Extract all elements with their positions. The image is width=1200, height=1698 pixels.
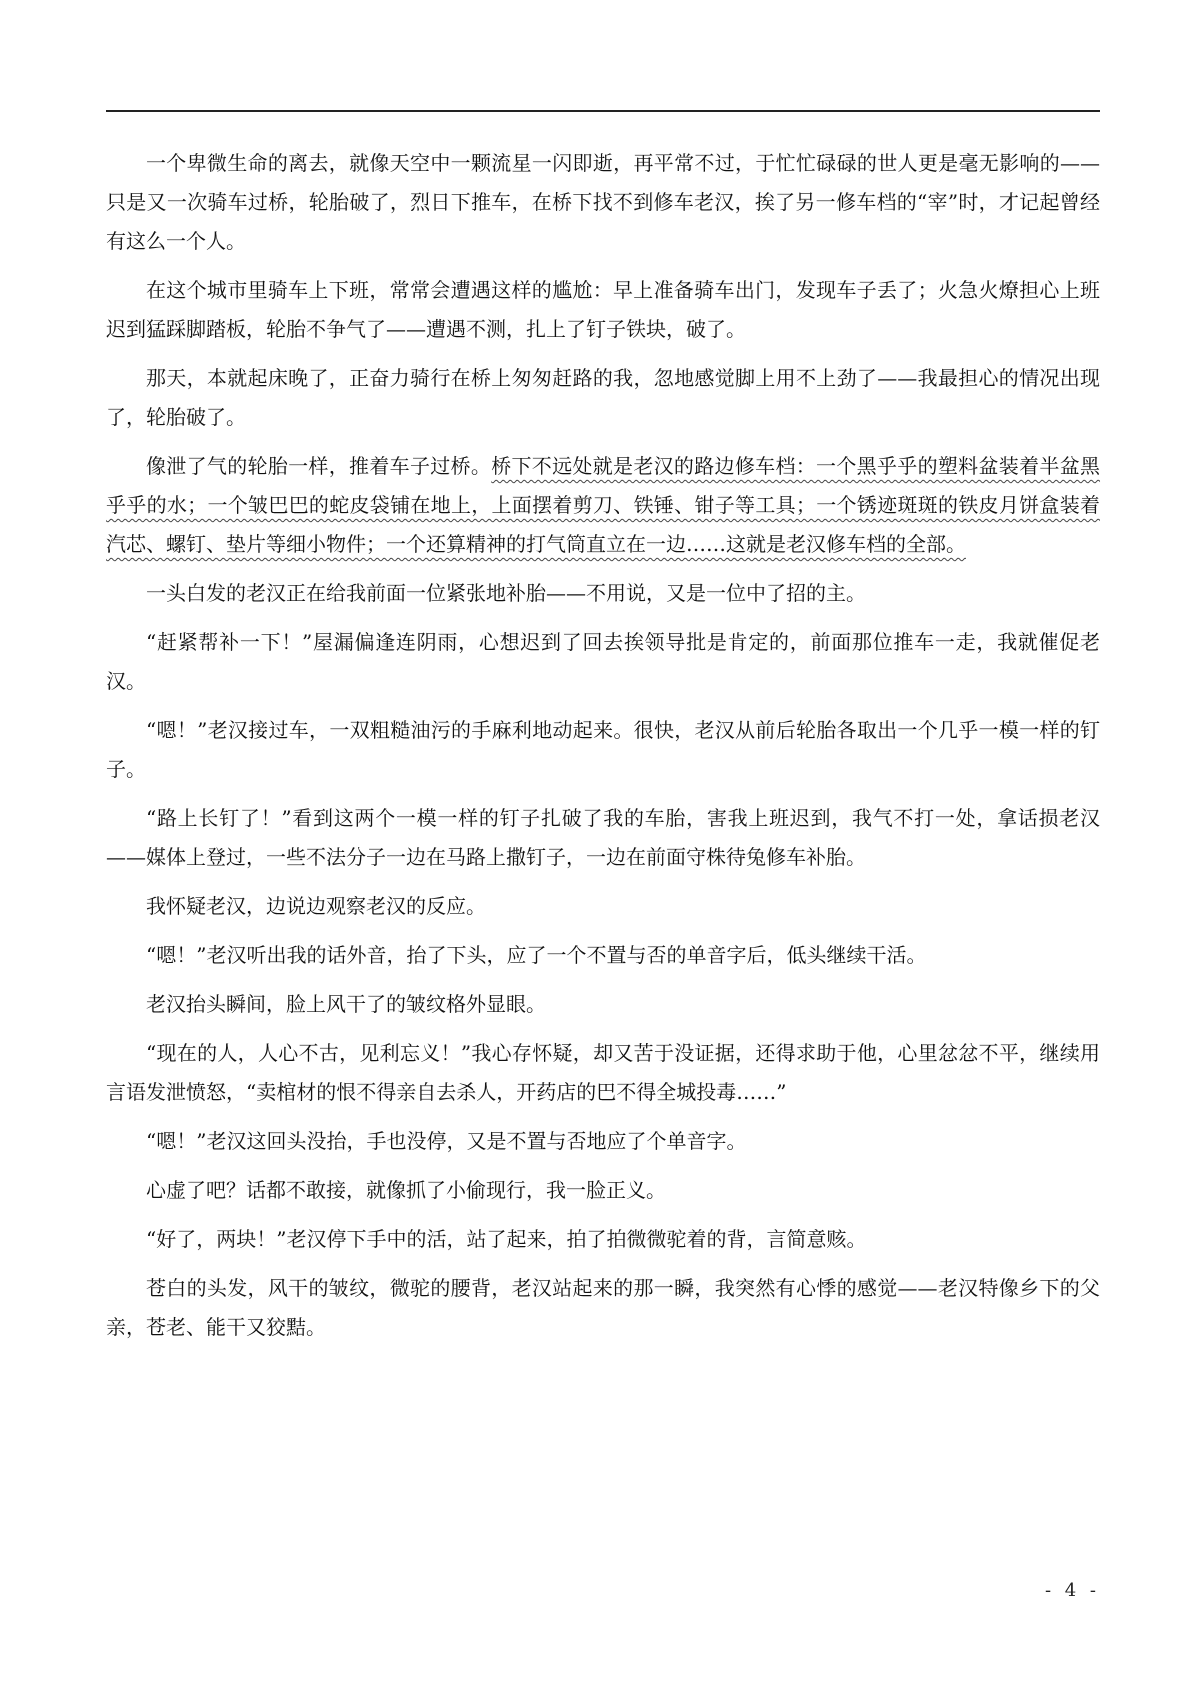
paragraph-15: “好了，两块！”老汉停下手中的活，站了起来，拍了拍微微驼着的背，言简意赅。 bbox=[146, 1227, 867, 1251]
paragraph-7: “嗯！”老汉接过车，一双粗糙油污的手麻利地动起来。很快，老汉从前后轮胎各取出一个几乎一模一样的钉子。 bbox=[106, 718, 1100, 781]
paragraph-11: 老汉抬头瞬间，脸上风干了的皱纹格外显眼。 bbox=[146, 992, 546, 1016]
paragraph-4: 像泄了气的轮胎一样，推着车子过桥。桥下不远处就是老汉的路边修车档：一个黑乎乎的塑料盆装着半盆黑乎乎的水；一个皱巴巴的蛇皮袋铺在地上，上面摆着剪刀、铁锤、钳子等工具；一个锈迹斑斑的铁皮月饼盒装着汽芯、螺钉、垫片等细小物件；一个还算精神的打气筒直立在一边……这就是老汉修车档的全部。 bbox=[106, 454, 1101, 556]
paragraph-13: “嗯！”老汉这回头没抬，手也没停，又是不置与否地应了个单音字。 bbox=[146, 1129, 747, 1153]
paragraph-6: “赶紧帮补一下！”屋漏偏逢连阴雨，心想迟到了回去挨领导批是肯定的，前面那位推车一走，我就催促老汉。 bbox=[106, 630, 1100, 693]
paragraph-14: 心虚了吧？话都不敢接，就像抓了小偷现行，我一脸正义。 bbox=[146, 1178, 666, 1202]
article-body bbox=[106, 144, 1100, 1357]
wavy-underlined-passage: 桥下不远处就是老汉的路边修车档：一个黑乎乎的塑料盆装着半盆黑乎乎的水；一个皱巴巴的蛇皮袋铺在地上，上面摆着剪刀、铁锤、钳子等工具；一个锈迹斑斑的铁皮月饼盒装着汽芯、螺钉、垫片等细小物件；一个还算精神的打气筒直立在一边……这就是老汉修车档的全部。 bbox=[106, 454, 1101, 556]
paragraph-3: 那天，本就起床晚了，正奋力骑行在桥上匆匆赶路的我，忽地感觉脚上用不上劲了——我最担心的情况出现了，轮胎破了。 bbox=[106, 366, 1100, 429]
paragraph-9: 我怀疑老汉，边说边观察老汉的反应。 bbox=[146, 894, 486, 918]
paragraph-16: 苍白的头发，风干的皱纹，微驼的腰背，老汉站起来的那一瞬，我突然有心悸的感觉——老汉特像乡下的父亲，苍老、能干又狡黠。 bbox=[106, 1276, 1100, 1339]
paragraph-1: 一个卑微生命的离去，就像天空中一颗流星一闪即逝，再平常不过，于忙忙碌碌的世人更是毫无影响的——只是又一次骑车过桥，轮胎破了，烈日下推车，在桥下找不到修车老汉，挨了另一修车档的“宰”时，才记起曾经有这么一个人。 bbox=[106, 151, 1100, 253]
paragraph-12: “现在的人，人心不古，见利忘义！”我心存怀疑，却又苦于没证据，还得求助于他，心里忿忿不平，继续用言语发泄愤怒，“卖棺材的恨不得亲自去杀人，开药店的巴不得全城投毒……” bbox=[106, 1041, 1100, 1104]
paragraph-2: 在这个城市里骑车上下班，常常会遭遇这样的尴尬：早上准备骑车出门，发现车子丢了；火急火燎担心上班迟到猛踩脚踏板，轮胎不争气了——遭遇不测，扎上了钉子铁块，破了。 bbox=[106, 278, 1100, 341]
header-rule bbox=[106, 110, 1100, 112]
page-number: - 4 - bbox=[1044, 1580, 1100, 1601]
paragraph-8: “路上长钉了！”看到这两个一模一样的钉子扎破了我的车胎，害我上班迟到，我气不打一处，拿话损老汉——媒体上登过，一些不法分子一边在马路上撒钉子，一边在前面守株待兔修车补胎。 bbox=[106, 806, 1100, 869]
paragraph-5: 一头白发的老汉正在给我前面一位紧张地补胎——不用说，又是一位中了招的主。 bbox=[146, 581, 866, 605]
paragraph-10: “嗯！”老汉听出我的话外音，抬了下头，应了一个不置与否的单音字后，低头继续干活。 bbox=[146, 943, 927, 967]
